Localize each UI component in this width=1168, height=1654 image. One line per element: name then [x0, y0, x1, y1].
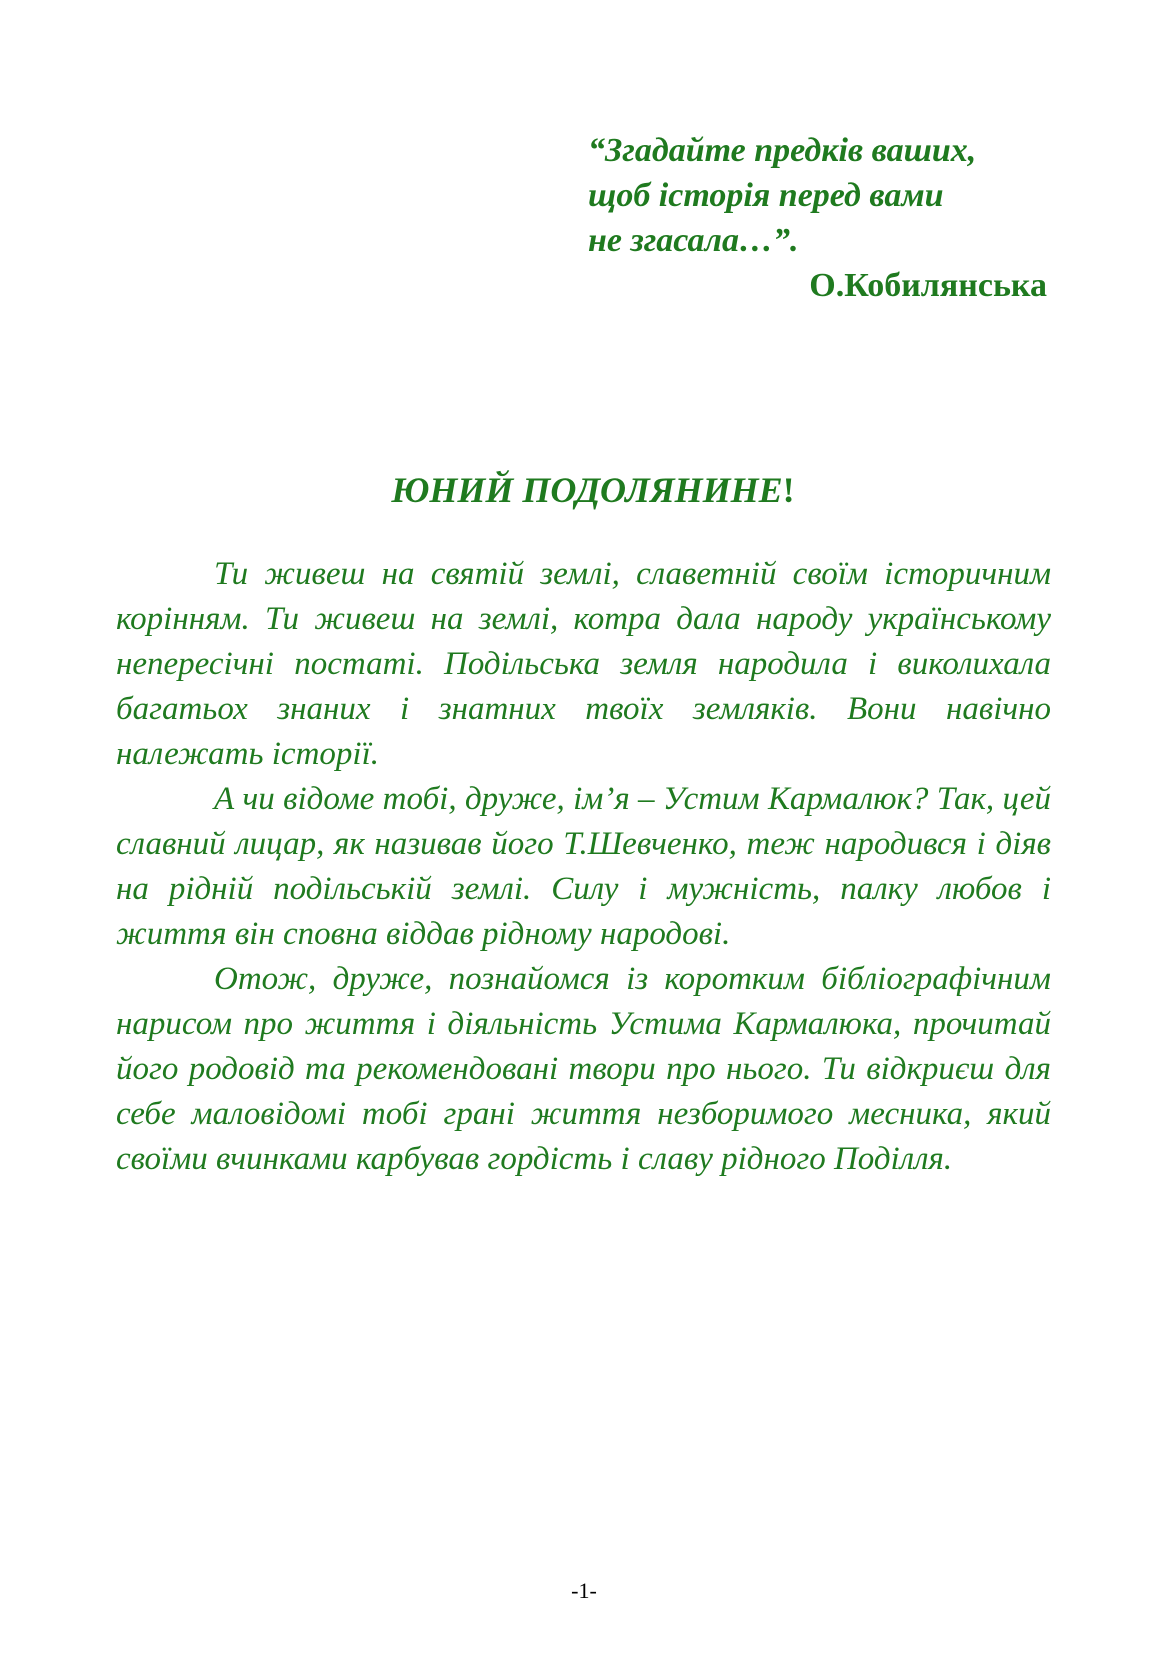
- epigraph-line-2: щоб історія перед вами: [588, 177, 944, 214]
- page-number: -1-: [571, 1578, 597, 1603]
- page-title-text: ЮНИЙ ПОДОЛЯНИНЕ: [391, 470, 783, 510]
- epigraph-author: О.Кобилянська: [809, 267, 1047, 304]
- page-title: [0, 466, 1168, 514]
- paragraph-1: Ти живеш на святій землі, славетній своїм історичним корінням. Ти живеш на землі, котра дала народу українському непересічні постаті. Подільська земля народила і виколихала багатьох знаних і знатних твоїх земляків. Вони навічно належать історії.: [116, 556, 1051, 772]
- epigraph-line-3: не згасала…”.: [588, 222, 799, 259]
- paragraph-3: Отож, друже, познайомся із коротким бібліографічним нарисом про життя і діяльність Устима Кармалюка, прочитай його родовід та рекомендовані твори про нього. Ти відкриєш для себе маловідомі тобі грані життя незборимого месника, який своїми вчинками карбував гордість і славу рідного Поділля.: [116, 961, 1051, 1177]
- page-title-exclamation: !: [782, 470, 795, 510]
- paragraph-2: А чи відоме тобі, друже, ім’я – Устим Кармалюк? Так, цей славний лицар, як називав його Т.Шевченко, теж народився і діяв на рідній подільській землі. Силу і мужність, палку любов і життя він сповна віддав рідному народові.: [116, 781, 1051, 952]
- epigraph-line-1: “Згадайте предків ваших,: [588, 132, 977, 169]
- epigraph: [588, 128, 1058, 308]
- body-text: [116, 552, 1051, 1182]
